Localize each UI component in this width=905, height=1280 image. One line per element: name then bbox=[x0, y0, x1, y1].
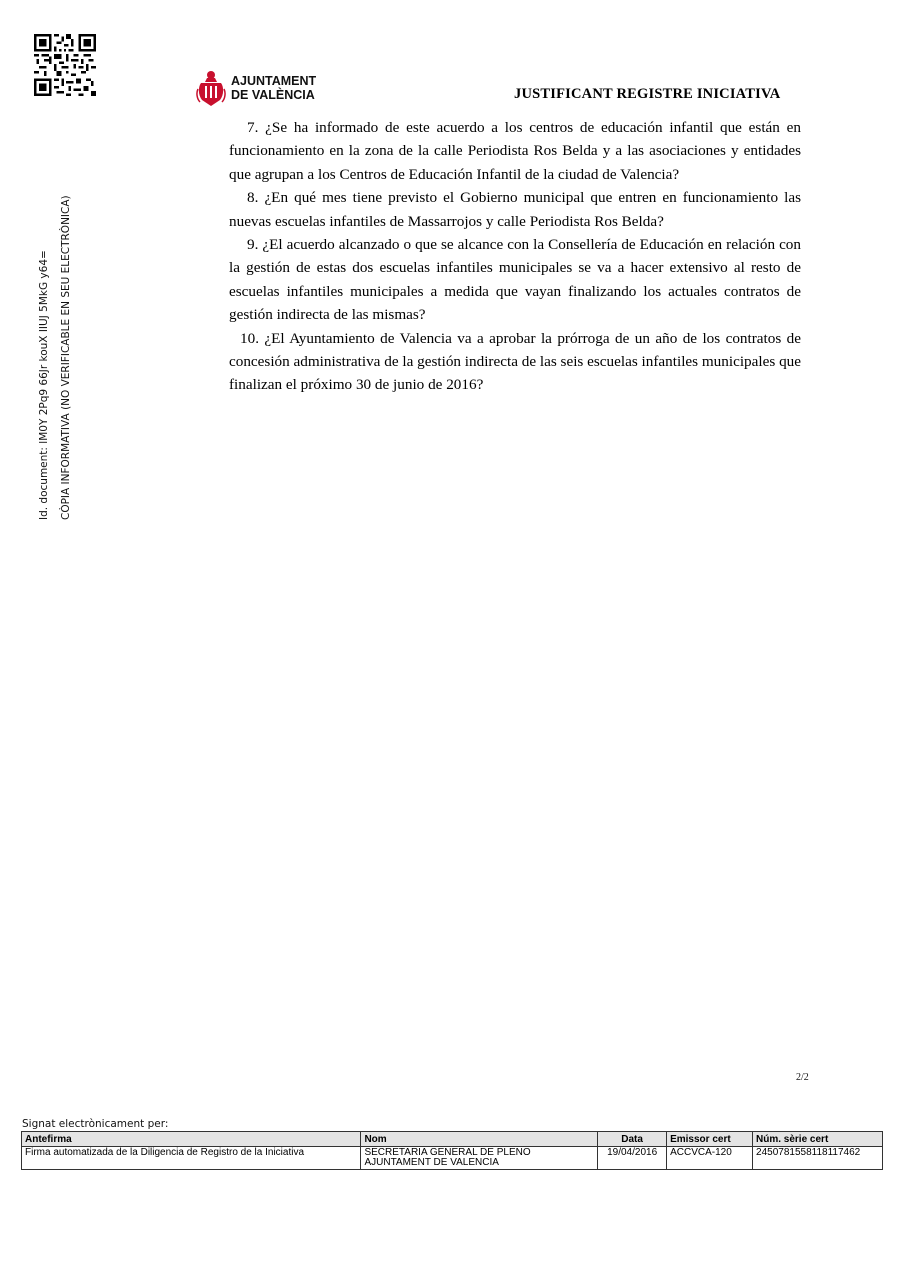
valencia-coat-of-arms-icon bbox=[196, 69, 226, 107]
col-nom: Nom bbox=[361, 1132, 598, 1147]
qr-code-icon bbox=[34, 34, 96, 96]
cell-antefirma: Firma automatizada de la Diligencia de Registro de la Iniciativa bbox=[22, 1147, 361, 1170]
question-7: 7. ¿Se ha informado de este acuerdo a los centros de educación infantil que están en funcionamiento en la zona de la calle Periodista Ros Belda y a las asociaciones y entidades que agrupan a los Centros de Educación Infantil de la ciudad de Valencia? bbox=[229, 119, 801, 183]
question-8: 8. ¿En qué mes tiene previsto el Gobierno municipal que entren en funcionamiento las nuevas escuelas infantiles de Massarrojos y calle Periodista Ros Belda? bbox=[229, 189, 801, 230]
col-data: Data bbox=[598, 1132, 667, 1147]
cell-nom-line-1: SECRETARIA GENERAL DE PLENO bbox=[364, 1147, 531, 1158]
cell-data: 19/04/2016 bbox=[598, 1147, 667, 1170]
cell-nom bbox=[361, 1147, 598, 1170]
col-antefirma: Antefirma bbox=[22, 1132, 361, 1147]
cell-emissor: ACCVCA-120 bbox=[667, 1147, 753, 1170]
document-title: JUSTIFICANT REGISTRE INICIATIVA bbox=[514, 86, 781, 102]
page-number: 2/2 bbox=[796, 1072, 809, 1083]
col-serie: Núm. sèrie cert bbox=[753, 1132, 883, 1147]
logo-line-2: DE VALÈNCIA bbox=[231, 88, 315, 102]
logo bbox=[196, 68, 316, 108]
logo-text bbox=[231, 74, 316, 102]
informative-copy-text: CÒPIA INFORMATIVA (NO VERIFICABLE EN SEU ELECTRÒNICA) bbox=[60, 195, 72, 520]
signature-table-header bbox=[22, 1132, 883, 1147]
cell-nom-line-2: AJUNTAMENT DE VALENCIA bbox=[364, 1157, 499, 1168]
question-9: 9. ¿El acuerdo alcanzado o que se alcance con la Consellería de Educación en relación con la gestión de estas dos escuelas infantiles municipales se va a hacer extensivo al resto de escuelas infantiles municipales a medida que vayan finalizando los actuales contratos de gestión indirecta de las mismas? bbox=[229, 236, 801, 324]
question-10: 10. ¿El Ayuntamiento de Valencia va a aprobar la prórroga de un año de los contratos de concesión administrativa de la gestión indirecta de las seis escuelas infantiles municipales que finalizan el próximo 30 de junio de 2016? bbox=[229, 329, 801, 394]
col-emissor: Emissor cert bbox=[667, 1132, 753, 1147]
document-id-text: Id. document: lM0Y 2Pq9 66Jr kouX IIUJ 5MkG y64= bbox=[38, 250, 50, 520]
document-body bbox=[229, 116, 801, 397]
signed-by-label: Signat electrònicament per: bbox=[22, 1118, 169, 1130]
cell-serie: 2450781558118117462 bbox=[753, 1147, 883, 1170]
logo-line-1: AJUNTAMENT bbox=[231, 74, 317, 88]
table-row bbox=[22, 1147, 883, 1170]
signature-table bbox=[21, 1131, 883, 1170]
